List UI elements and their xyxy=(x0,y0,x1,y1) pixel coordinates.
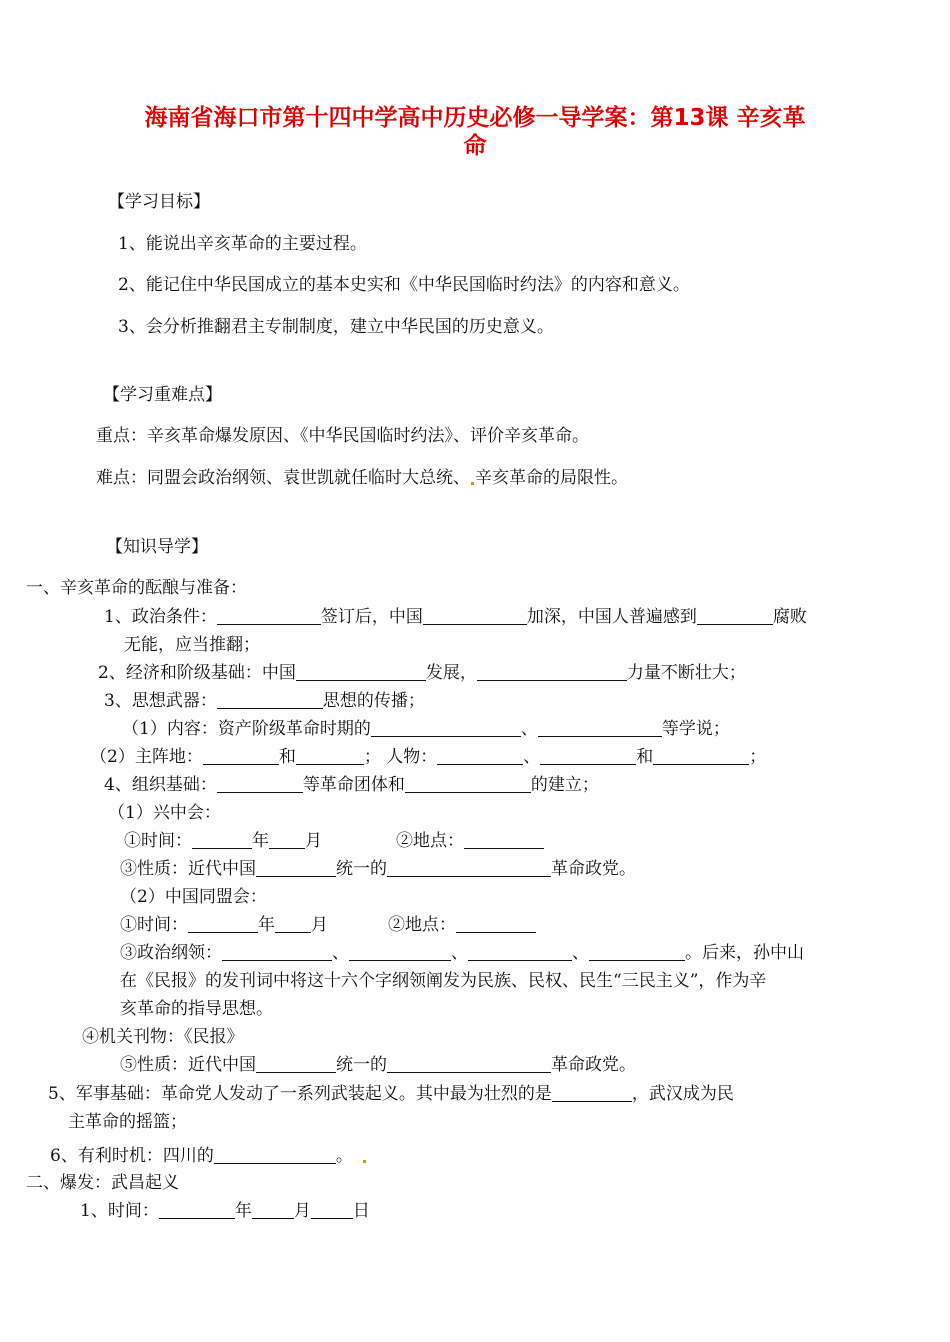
fill-blank[interactable] xyxy=(252,1200,294,1219)
title-line-1: 海南省海口市第十四中学高中历史必修一导学案：第13课 辛亥革 xyxy=(144,105,806,131)
speck-mark xyxy=(363,1160,366,1163)
tongmenghui-program-cont-2: 亥革命的指导思想。 xyxy=(120,999,273,1019)
difficult-points: 难点：同盟会政治纲领、袁世凯就任临时大总统、 辛亥革命的局限性。 xyxy=(96,468,628,488)
xingzhonghui-heading: （1）兴中会： xyxy=(108,803,221,823)
key-points: 重点：辛亥革命爆发原因、《中华民国临时约法》、评价辛亥革命。 xyxy=(96,426,589,446)
fill-blank[interactable] xyxy=(217,774,303,793)
tongmenghui-program-cont-1: 在《民报》的发刊词中将这十六个字纲领阐发为民族、民权、民生“三民主义”，作为辛 xyxy=(120,971,767,991)
fill-blank[interactable] xyxy=(203,746,279,765)
xingzhonghui-time: ①时间： 年 月 xyxy=(124,831,322,851)
fill-blank[interactable] xyxy=(296,662,426,681)
fill-blank[interactable] xyxy=(349,942,451,961)
fill-blank[interactable] xyxy=(371,718,521,737)
fill-blank[interactable] xyxy=(437,746,523,765)
item-ideology: 3、思想武器： 思想的传播； xyxy=(104,691,425,711)
outbreak-time: 1、时间： 年 月 日 xyxy=(80,1201,370,1221)
fill-blank[interactable] xyxy=(256,1054,336,1073)
item-ideology-content: （1）内容：资产阶级革命时期的 、 等学说； xyxy=(122,719,730,739)
goal-item-1: 1、能说出辛亥革命的主要过程。 xyxy=(118,234,367,254)
title-line-2: 命 xyxy=(463,133,487,159)
fill-blank[interactable] xyxy=(159,1200,235,1219)
tongmenghui-paper: ④机关刊物：《民报》 xyxy=(82,1027,244,1047)
fill-blank[interactable] xyxy=(217,690,323,709)
fill-blank[interactable] xyxy=(387,1054,551,1073)
fill-blank[interactable] xyxy=(464,830,544,849)
item-organization: 4、组织基础： 等革命团体和 的建立； xyxy=(104,775,599,795)
part1-heading: 一、辛亥革命的酝酿与准备： xyxy=(26,578,247,598)
keypoints-header: 【学习重难点】 xyxy=(103,385,222,405)
item-opportunity: 6、有利时机：四川的 。 xyxy=(50,1145,367,1167)
tongmenghui-place: ②地点： xyxy=(388,914,536,936)
fill-blank[interactable] xyxy=(387,858,551,877)
fill-blank[interactable] xyxy=(311,1200,353,1219)
goal-item-3: 3、会分析推翻君主专制制度，建立中华民国的历史意义。 xyxy=(118,317,554,337)
fill-blank[interactable] xyxy=(456,914,536,933)
part2-heading: 二、爆发：武昌起义 xyxy=(26,1173,179,1193)
fill-blank[interactable] xyxy=(192,830,252,849)
fill-blank[interactable] xyxy=(256,858,336,877)
item-economic: 2、经济和阶级基础：中国 发展， 力量不断壮大； xyxy=(98,663,746,683)
item-ideology-base: （2）主阵地： 和 ； 人物： 、 和 ； xyxy=(90,747,767,767)
xingzhonghui-nature: ③性质：近代中国 统一的 革命政党。 xyxy=(120,859,636,879)
speck-mark xyxy=(471,482,474,485)
fill-blank[interactable] xyxy=(697,606,773,625)
fill-blank[interactable] xyxy=(540,746,636,765)
fill-blank[interactable] xyxy=(477,662,627,681)
tongmenghui-nature: ⑤性质：近代中国 统一的 革命政党。 xyxy=(120,1055,636,1075)
item-military-cont: 主革命的摇篮； xyxy=(68,1112,187,1132)
fill-blank[interactable] xyxy=(269,830,305,849)
document-title xyxy=(60,104,890,160)
goals-header: 【学习目标】 xyxy=(108,192,210,212)
fill-blank[interactable] xyxy=(296,746,364,765)
tongmenghui-heading: （2）中国同盟会： xyxy=(120,887,267,907)
fill-blank[interactable] xyxy=(589,942,685,961)
item-political-cont: 无能，应当推翻； xyxy=(124,635,260,655)
fill-blank[interactable] xyxy=(423,606,527,625)
fill-blank[interactable] xyxy=(405,774,531,793)
fill-blank[interactable] xyxy=(552,1083,632,1102)
item-political: 1、政治条件： 签订后，中国 加深，中国人普遍感到 腐败 xyxy=(104,607,807,627)
fill-blank[interactable] xyxy=(222,942,332,961)
fill-blank[interactable] xyxy=(217,606,321,625)
fill-blank[interactable] xyxy=(214,1145,336,1164)
guide-header: 【知识导学】 xyxy=(106,537,208,557)
xingzhonghui-place: ②地点： xyxy=(396,830,544,852)
fill-blank[interactable] xyxy=(468,942,572,961)
tongmenghui-program: ③政治纲领： 、 、 、 。后来，孙中山 xyxy=(120,943,804,963)
fill-blank[interactable] xyxy=(538,718,662,737)
fill-blank[interactable] xyxy=(275,914,311,933)
fill-blank[interactable] xyxy=(188,914,258,933)
tongmenghui-time: ①时间： 年 月 xyxy=(120,915,328,935)
item-military: 5、军事基础：革命党人发动了一系列武装起义。其中最为壮烈的是 ，武汉成为民 xyxy=(48,1084,734,1104)
goal-item-2: 2、能记住中华民国成立的基本史实和《中华民国临时约法》的内容和意义。 xyxy=(118,275,690,295)
fill-blank[interactable] xyxy=(653,746,749,765)
